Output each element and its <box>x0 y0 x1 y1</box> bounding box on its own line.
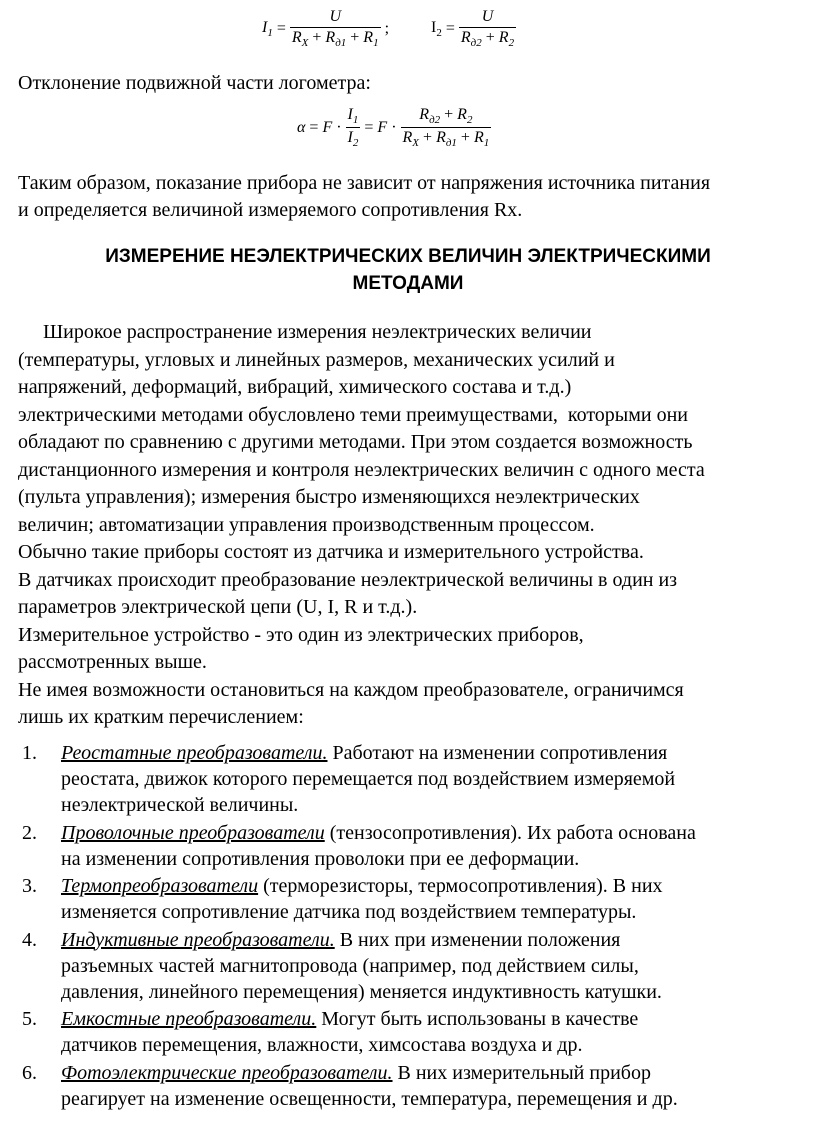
body-line: величин; автоматизации управления производственным процессом. <box>18 513 595 536</box>
body-line: Не имея возможности остановиться на каждом преобразователе, ограничимся <box>18 678 684 701</box>
body-line: Измерительное устройство - это один из электрических приборов, <box>18 623 584 646</box>
list-item-text: Емкостные преобразователи. Могут быть использованы в качестве <box>61 1008 639 1030</box>
fraction-current-ratio: $\frac{I_1}{I_2}$ <box>347 106 359 150</box>
list-item-term: Емкостные преобразователи. <box>61 1008 317 1030</box>
deflection-formula: α = F · $\frac{I_1}{I_2}$ = F · $\frac{R_{д2} + R_2}{R_X + R_{д1} + R_1}$ <box>297 106 490 150</box>
list-item-term: Индуктивные преобразователи. <box>61 928 335 951</box>
body-line: электрическими методами обусловлено теми преимуществами, которыми они <box>18 403 689 426</box>
body-line: дистанционного измерения и контроля неэлектрических величин с одного места <box>18 458 705 481</box>
section-heading-line-1: ИЗМЕРЕНИЕ НЕЭЛЕКТРИЧЕСКИХ ВЕЛИЧИН ЭЛЕКТРИЧЕСКИМИ <box>105 246 711 267</box>
list-item-number: 1. <box>22 742 37 764</box>
paragraph-logometer-deflection: Отклонение подвижной части логометра: <box>18 72 371 94</box>
list-item-text: Фотоэлектрические преобразователи. В них измерительный прибор <box>61 1061 651 1084</box>
body-line: рассмотренных выше. <box>18 651 207 673</box>
list-item-number: 2. <box>22 821 37 844</box>
list-item-text: Проволочные преобразователи (тензосопротивления). Их работа основана <box>61 821 696 844</box>
fraction-i1: $\frac{U}{R_X + R_{д1} + R_1}$ <box>291 8 379 50</box>
body-line: В датчиках происходит преобразование неэлектрической величины в один из <box>18 568 678 591</box>
list-item-term: Фотоэлектрические преобразователи. <box>61 1061 393 1084</box>
body-line: (температуры, угловых и линейных размеров, механических усилий и <box>18 348 615 371</box>
document-page: $I_1$ = $\frac{U}{R_X + R_{д1} + R_1}$ ; $I_2$ = $\frac{U}{R_{д2} + R_2}$ Отклонение подвижной части логометра: α = F · $\frac{I_1}{I_2}$ = F · $\frac{R_{д2} + R_2}{R_X + R_{д1} + R_1}$ Таким образом, показание прибора не зависит от напряжения источника питания и определяется величиной измеряемого сопротивления Rx. ИЗМЕРЕНИЕ НЕЭЛЕКТРИЧЕСКИХ ВЕЛИЧИН ЭЛЕКТРИЧЕСКИМИ МЕТОДАМИ Широкое распространение измерения неэлектрических величии (температуры, угловых и линейных размеров, механических усилий и напряжений, деформаций, вибраций, химического состава и т.д.) электрическими методами обусловлено теми преимуществами, которыми они обладают по сравнению с другими методами. При этом создается возможность дистанционного измерения и контроля неэлектрических величин с одного места (пульта управления); измерения быстро изменяющихся неэлектрических величин; автоматизации управления производственным процессом. Обычно такие приборы состоят из датчика и измерительного устройства. В датчиках происходит преобразование неэлектрической величины в один из параметров электрической цепи (U, I, R и т.д.). Измерительное устройство - это один из электрических приборов, рассмотренных выше. Не имея возможности остановиться на каждом преобразователе, ограничимся лишь их кратким перечислением: 1. Реостатные преобразователи. Работают на изменении сопротивления реостата, движок которого перемещается под воздействием измеряемой неэлектрической величины. 2. Проволочные преобразователи (тензосопротивления). Их работа основана на изменении сопротивления проволоки при ее деформации. 3. Термопреобразователи (терморезисторы, термосопротивления). В них изменяется сопротивление датчика под воздействием температуры. 4. Индуктивные преобразователи. В них при изменении положения разъемных частей магнитопровода (например, под действием силы, давления, линейного перемещения) меняется индуктивность катушки. 5. Емкостные преобразователи. Могут быть использованы в качестве датчиков перемещения, влажности, химсостава воздуха и др. 6. Фотоэлектрические преобразователи. В них измерительный прибор реагирует на изменение освещенности, температура, перемещения и др. <box>0 0 816 1135</box>
body-line: Широкое распространение измерения неэлектрических величии <box>18 321 592 343</box>
body-line: параметров электрической цепи (U, I, R и т.д.). <box>18 596 418 618</box>
body-line: (пульта управления); измерения быстро изменяющихся неэлектрических <box>18 486 640 508</box>
list-item-term: Проволочные преобразователи <box>61 821 325 844</box>
list-item-number: 4. <box>22 928 37 951</box>
formula-i2-lhs: $I_2$ <box>431 18 442 39</box>
body-line: обладают по сравнению с другими методами. При этом создается возможность <box>18 431 693 453</box>
section-heading-line-2: МЕТОДАМИ <box>352 273 464 294</box>
paragraph-conclusion-line-1: Таким образом, показание прибора не зависит от напряжения источника питания <box>18 172 711 194</box>
body-line: лишь их кратким перечислением: <box>18 706 304 728</box>
body-line: Обычно такие приборы состоят из датчика и измерительного устройства. <box>18 541 644 563</box>
fraction-i2: $\frac{U}{R_{д2} + R_2}$ <box>460 8 515 50</box>
formula-i1-lhs: $I_1$ <box>262 18 273 39</box>
body-line: напряжений, деформаций, вибраций, химического состава и т.д.) <box>18 376 572 398</box>
list-item-text: Индуктивные преобразователи. В них при изменении положения <box>61 928 621 951</box>
list-item-term: Термопреобразователи <box>61 875 259 897</box>
fraction-resistance-ratio: $\frac{R_{д2} + R_2}{R_X + R_{д1} + R_1}$ <box>402 106 490 150</box>
list-item-number: 3. <box>22 875 37 897</box>
list-item-text: Реостатные преобразователи. Работают на изменении сопротивления <box>61 742 668 764</box>
list-item-number: 6. <box>22 1061 37 1084</box>
current-formulas: $I_1$ = $\frac{U}{R_X + R_{д1} + R_1}$ ; $I_2$ = $\frac{U}{R_{д2} + R_2}$ <box>262 8 515 50</box>
list-item-number: 5. <box>22 1008 37 1030</box>
list-item-term: Реостатные преобразователи. <box>61 742 328 764</box>
paragraph-conclusion-line-2: и определяется величиной измеряемого сопротивления Rx. <box>18 199 523 221</box>
list-item-text: Термопреобразователи (терморезисторы, термосопротивления). В них <box>61 875 663 897</box>
